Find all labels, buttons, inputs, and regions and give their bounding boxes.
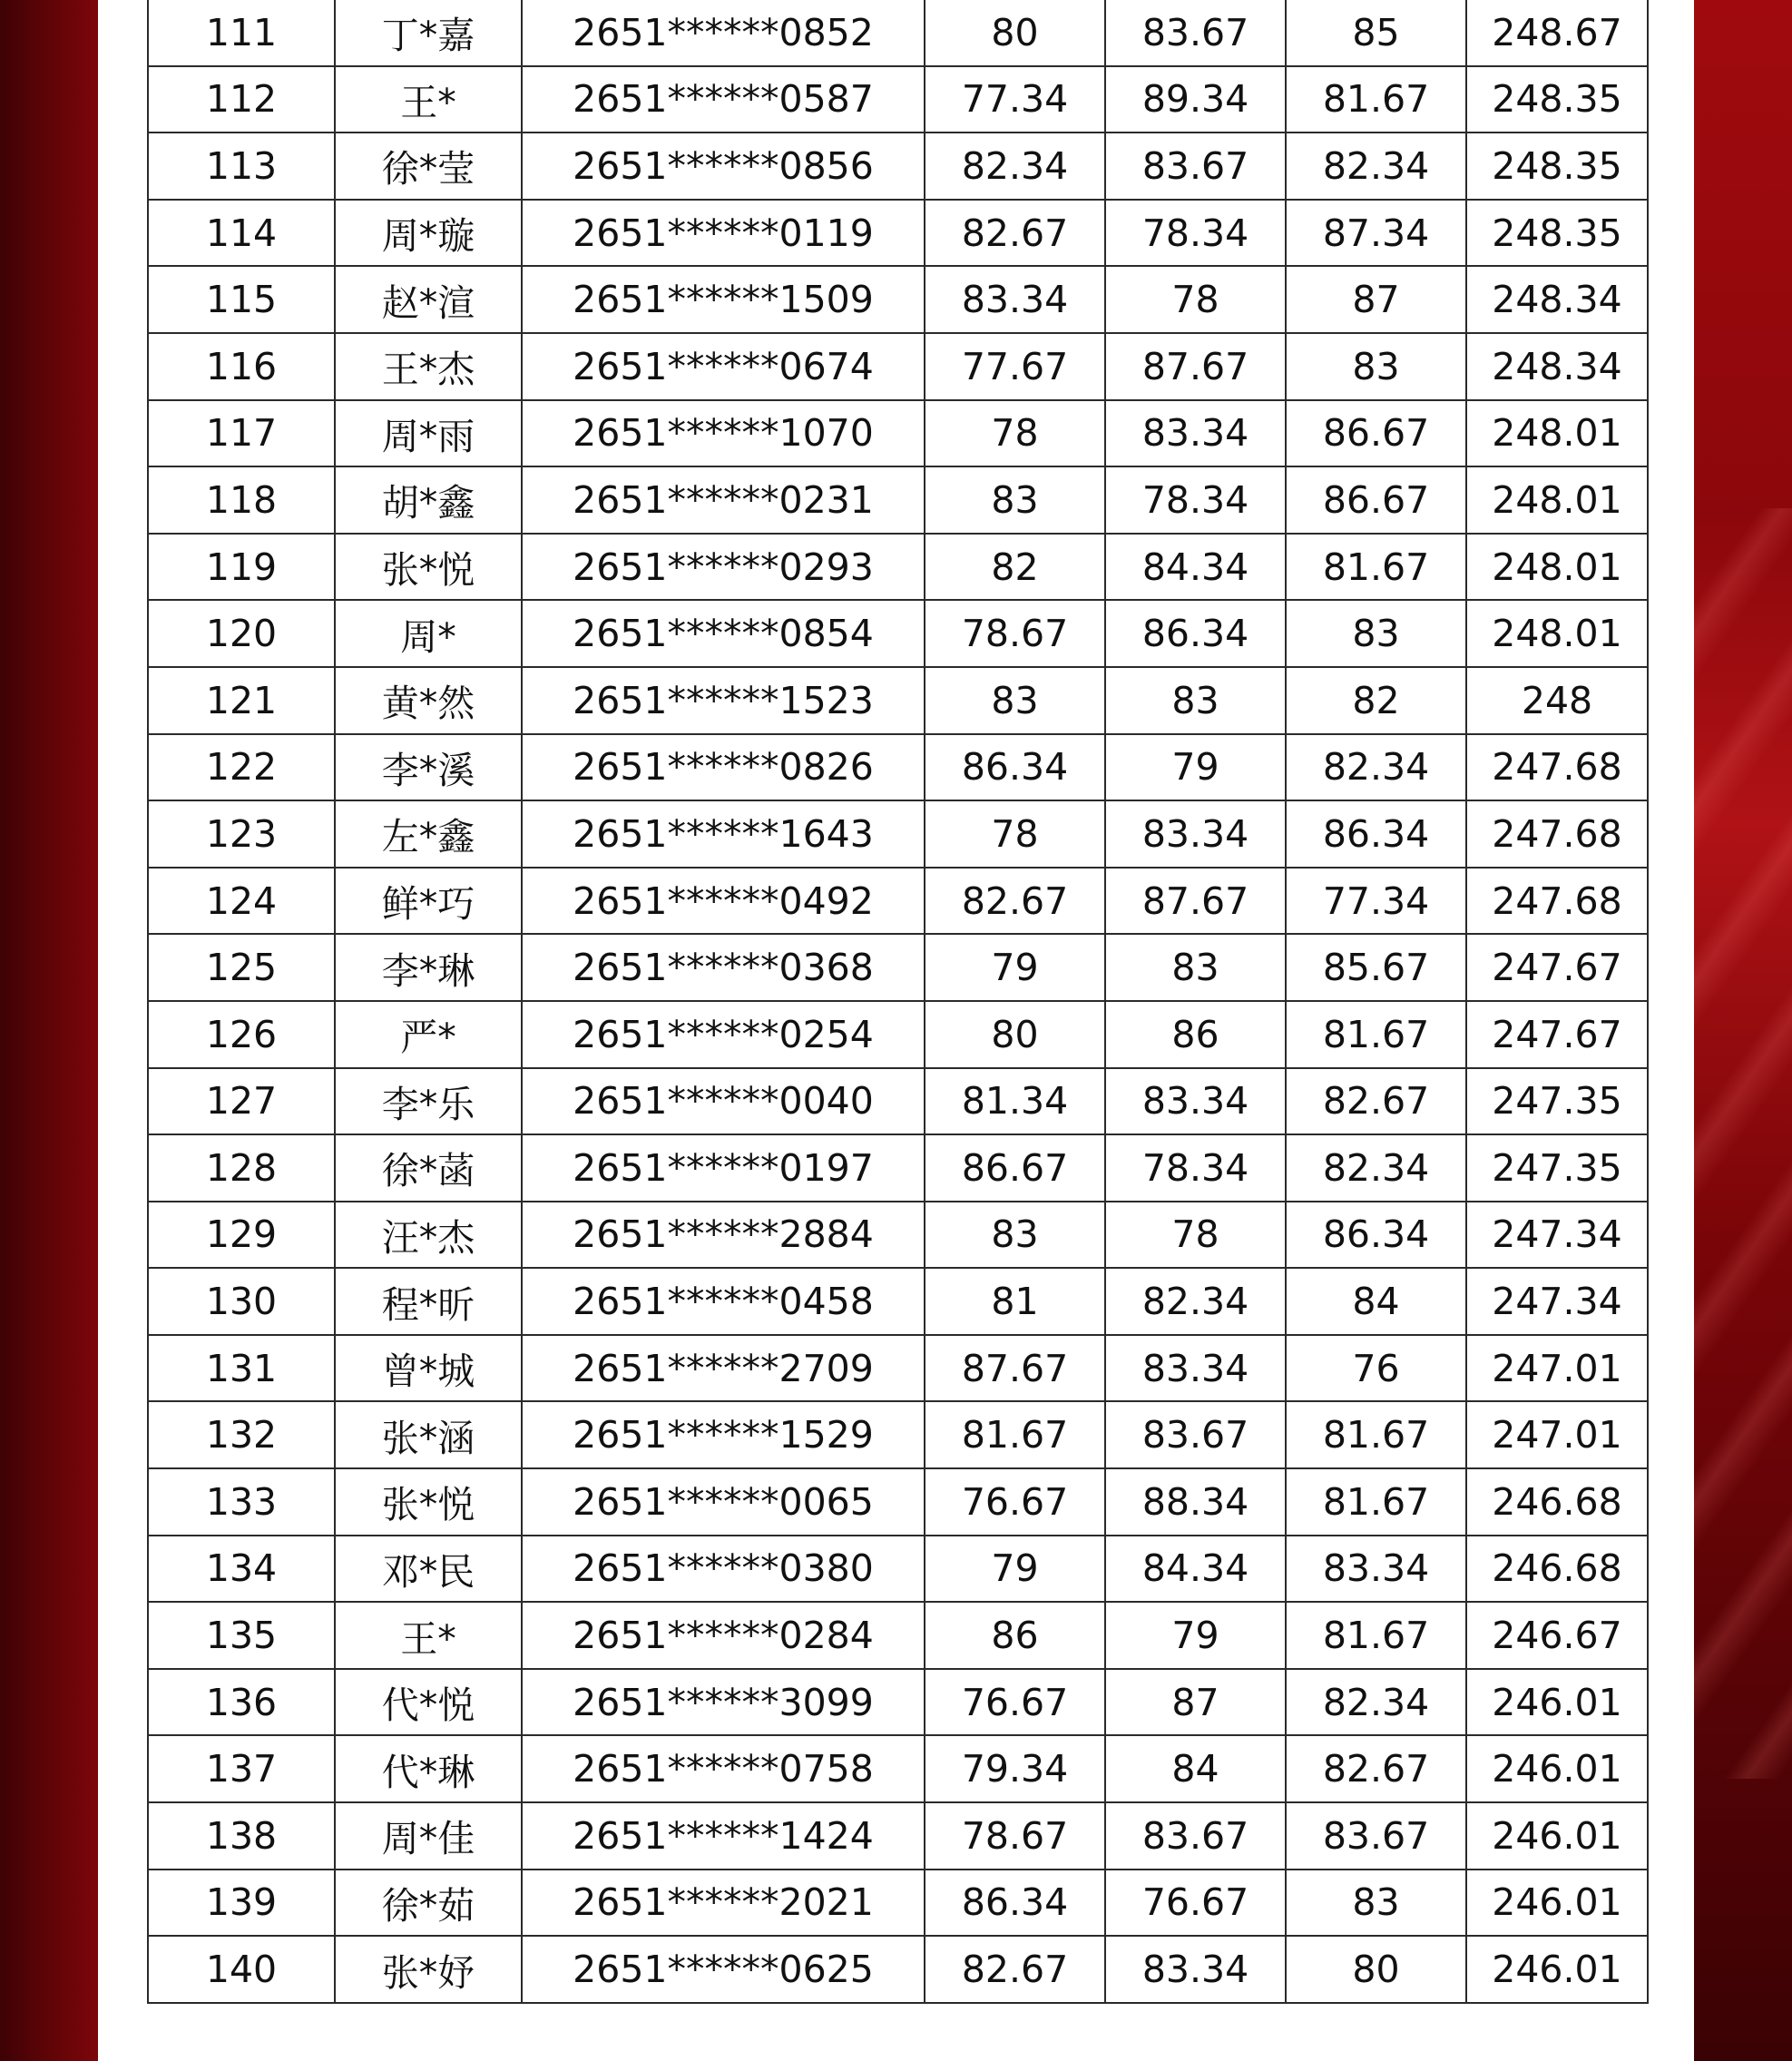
row-number-cell: 111 xyxy=(148,0,335,66)
score-1-cell: 82.67 xyxy=(925,200,1105,267)
score-1-cell: 82.67 xyxy=(925,1936,1105,2003)
score-2-cell: 79 xyxy=(1105,1602,1286,1669)
score-1-cell: 81 xyxy=(925,1268,1105,1335)
score-1-cell: 86.34 xyxy=(925,1870,1105,1937)
candidate-id-cell: 2651******0197 xyxy=(522,1134,925,1202)
score-3-cell: 77.34 xyxy=(1286,868,1466,935)
total-score-cell: 247.68 xyxy=(1466,800,1648,868)
score-table xyxy=(147,0,1649,2004)
table-row xyxy=(148,1802,1648,1870)
candidate-name-cell: 胡*鑫 xyxy=(335,466,522,534)
score-3-cell: 76 xyxy=(1286,1335,1466,1402)
total-score-cell: 246.68 xyxy=(1466,1468,1648,1536)
score-2-cell: 83.67 xyxy=(1105,1401,1286,1468)
total-score-cell: 248.01 xyxy=(1466,400,1648,467)
row-number-cell: 132 xyxy=(148,1401,335,1468)
score-3-cell: 87.34 xyxy=(1286,200,1466,267)
total-score-cell: 248.67 xyxy=(1466,0,1648,66)
row-number-cell: 140 xyxy=(148,1936,335,2003)
score-1-cell: 77.34 xyxy=(925,66,1105,133)
table-row xyxy=(148,1936,1648,2003)
score-2-cell: 84.34 xyxy=(1105,534,1286,601)
candidate-id-cell: 2651******0492 xyxy=(522,868,925,935)
row-number-cell: 127 xyxy=(148,1068,335,1135)
table-row xyxy=(148,1134,1648,1202)
table-row xyxy=(148,1870,1648,1937)
table-row xyxy=(148,333,1648,400)
table-row xyxy=(148,734,1648,801)
score-2-cell: 84.34 xyxy=(1105,1536,1286,1603)
candidate-name-cell: 李*乐 xyxy=(335,1068,522,1135)
table-row xyxy=(148,400,1648,467)
score-2-cell: 83.34 xyxy=(1105,1936,1286,2003)
score-1-cell: 82 xyxy=(925,534,1105,601)
row-number-cell: 114 xyxy=(148,200,335,267)
score-3-cell: 82 xyxy=(1286,667,1466,734)
table-row xyxy=(148,1001,1648,1068)
total-score-cell: 246.01 xyxy=(1466,1735,1648,1802)
score-2-cell: 83.67 xyxy=(1105,1802,1286,1870)
row-number-cell: 113 xyxy=(148,132,335,200)
total-score-cell: 248.01 xyxy=(1466,600,1648,667)
row-number-cell: 119 xyxy=(148,534,335,601)
total-score-cell: 246.01 xyxy=(1466,1669,1648,1736)
score-1-cell: 86.67 xyxy=(925,1134,1105,1202)
candidate-name-cell: 张*妤 xyxy=(335,1936,522,2003)
candidate-name-cell: 左*鑫 xyxy=(335,800,522,868)
row-number-cell: 122 xyxy=(148,734,335,801)
row-number-cell: 120 xyxy=(148,600,335,667)
score-1-cell: 83 xyxy=(925,667,1105,734)
score-1-cell: 82.34 xyxy=(925,132,1105,200)
score-1-cell: 76.67 xyxy=(925,1669,1105,1736)
score-2-cell: 83 xyxy=(1105,667,1286,734)
candidate-name-cell: 周*璇 xyxy=(335,200,522,267)
score-3-cell: 84 xyxy=(1286,1268,1466,1335)
row-number-cell: 115 xyxy=(148,266,335,333)
score-2-cell: 87.67 xyxy=(1105,333,1286,400)
right-red-border xyxy=(1694,0,1792,2061)
candidate-name-cell: 李*溪 xyxy=(335,734,522,801)
candidate-id-cell: 2651******0826 xyxy=(522,734,925,801)
score-2-cell: 82.34 xyxy=(1105,1268,1286,1335)
row-number-cell: 133 xyxy=(148,1468,335,1536)
score-3-cell: 82.34 xyxy=(1286,132,1466,200)
candidate-name-cell: 严* xyxy=(335,1001,522,1068)
score-3-cell: 82.67 xyxy=(1286,1068,1466,1135)
table-row xyxy=(148,534,1648,601)
score-3-cell: 81.67 xyxy=(1286,1401,1466,1468)
candidate-name-cell: 邓*民 xyxy=(335,1536,522,1603)
candidate-id-cell: 2651******1424 xyxy=(522,1802,925,1870)
score-2-cell: 88.34 xyxy=(1105,1468,1286,1536)
score-2-cell: 87 xyxy=(1105,1669,1286,1736)
score-2-cell: 78.34 xyxy=(1105,466,1286,534)
candidate-id-cell: 2651******3099 xyxy=(522,1669,925,1736)
score-3-cell: 86.34 xyxy=(1286,1202,1466,1269)
score-1-cell: 77.67 xyxy=(925,333,1105,400)
score-2-cell: 89.34 xyxy=(1105,66,1286,133)
total-score-cell: 247.34 xyxy=(1466,1202,1648,1269)
score-3-cell: 83.67 xyxy=(1286,1802,1466,1870)
row-number-cell: 136 xyxy=(148,1669,335,1736)
total-score-cell: 247.35 xyxy=(1466,1068,1648,1135)
total-score-cell: 247.68 xyxy=(1466,868,1648,935)
score-2-cell: 83.34 xyxy=(1105,1068,1286,1135)
table-row xyxy=(148,1268,1648,1335)
candidate-name-cell: 周*佳 xyxy=(335,1802,522,1870)
row-number-cell: 139 xyxy=(148,1870,335,1937)
score-2-cell: 83.34 xyxy=(1105,1335,1286,1402)
candidate-name-cell: 鲜*巧 xyxy=(335,868,522,935)
table-row xyxy=(148,1735,1648,1802)
row-number-cell: 116 xyxy=(148,333,335,400)
candidate-name-cell: 徐*菡 xyxy=(335,1134,522,1202)
score-1-cell: 79 xyxy=(925,934,1105,1001)
total-score-cell: 246.01 xyxy=(1466,1936,1648,2003)
candidate-name-cell: 曾*城 xyxy=(335,1335,522,1402)
score-3-cell: 82.34 xyxy=(1286,734,1466,801)
table-row xyxy=(148,868,1648,935)
score-3-cell: 85 xyxy=(1286,0,1466,66)
score-1-cell: 78.67 xyxy=(925,1802,1105,1870)
score-3-cell: 86.34 xyxy=(1286,800,1466,868)
table-row xyxy=(148,66,1648,133)
table-row xyxy=(148,266,1648,333)
score-1-cell: 87.67 xyxy=(925,1335,1105,1402)
row-number-cell: 125 xyxy=(148,934,335,1001)
table-row xyxy=(148,1068,1648,1135)
table-row xyxy=(148,800,1648,868)
total-score-cell: 246.67 xyxy=(1466,1602,1648,1669)
candidate-id-cell: 2651******0856 xyxy=(522,132,925,200)
score-1-cell: 86 xyxy=(925,1602,1105,1669)
row-number-cell: 131 xyxy=(148,1335,335,1402)
candidate-id-cell: 2651******0231 xyxy=(522,466,925,534)
score-2-cell: 86 xyxy=(1105,1001,1286,1068)
candidate-name-cell: 张*涵 xyxy=(335,1401,522,1468)
candidate-name-cell: 徐*茹 xyxy=(335,1870,522,1937)
total-score-cell: 247.67 xyxy=(1466,1001,1648,1068)
score-3-cell: 82.34 xyxy=(1286,1669,1466,1736)
total-score-cell: 248.35 xyxy=(1466,200,1648,267)
score-3-cell: 81.67 xyxy=(1286,66,1466,133)
total-score-cell: 248.34 xyxy=(1466,333,1648,400)
score-3-cell: 82.67 xyxy=(1286,1735,1466,1802)
score-2-cell: 78.34 xyxy=(1105,200,1286,267)
row-number-cell: 130 xyxy=(148,1268,335,1335)
candidate-id-cell: 2651******0625 xyxy=(522,1936,925,2003)
score-2-cell: 83 xyxy=(1105,934,1286,1001)
table-row xyxy=(148,1468,1648,1536)
total-score-cell: 248.35 xyxy=(1466,132,1648,200)
score-3-cell: 83.34 xyxy=(1286,1536,1466,1603)
score-2-cell: 83.67 xyxy=(1105,0,1286,66)
candidate-id-cell: 2651******0065 xyxy=(522,1468,925,1536)
total-score-cell: 248.01 xyxy=(1466,466,1648,534)
candidate-id-cell: 2651******0758 xyxy=(522,1735,925,1802)
score-2-cell: 79 xyxy=(1105,734,1286,801)
score-3-cell: 83 xyxy=(1286,1870,1466,1937)
score-3-cell: 82.34 xyxy=(1286,1134,1466,1202)
table-row xyxy=(148,1335,1648,1402)
score-1-cell: 78 xyxy=(925,400,1105,467)
row-number-cell: 112 xyxy=(148,66,335,133)
score-1-cell: 80 xyxy=(925,0,1105,66)
table-row xyxy=(148,934,1648,1001)
left-red-border xyxy=(0,0,98,2061)
candidate-name-cell: 徐*莹 xyxy=(335,132,522,200)
candidate-id-cell: 2651******0368 xyxy=(522,934,925,1001)
silk-sheen-decoration xyxy=(1694,508,1792,1779)
candidate-id-cell: 2651******0293 xyxy=(522,534,925,601)
score-2-cell: 83.34 xyxy=(1105,800,1286,868)
table-row xyxy=(148,132,1648,200)
candidate-id-cell: 2651******0119 xyxy=(522,200,925,267)
score-2-cell: 83.34 xyxy=(1105,400,1286,467)
score-1-cell: 81.67 xyxy=(925,1401,1105,1468)
score-1-cell: 83 xyxy=(925,1202,1105,1269)
candidate-name-cell: 周*雨 xyxy=(335,400,522,467)
row-number-cell: 123 xyxy=(148,800,335,868)
candidate-name-cell: 程*昕 xyxy=(335,1268,522,1335)
candidate-id-cell: 2651******0380 xyxy=(522,1536,925,1603)
candidate-id-cell: 2651******1509 xyxy=(522,266,925,333)
table-row xyxy=(148,1401,1648,1468)
candidate-name-cell: 周* xyxy=(335,600,522,667)
row-number-cell: 129 xyxy=(148,1202,335,1269)
table-row xyxy=(148,1602,1648,1669)
total-score-cell: 248.01 xyxy=(1466,534,1648,601)
score-2-cell: 86.34 xyxy=(1105,600,1286,667)
total-score-cell: 247.35 xyxy=(1466,1134,1648,1202)
score-1-cell: 79 xyxy=(925,1536,1105,1603)
total-score-cell: 248.34 xyxy=(1466,266,1648,333)
score-2-cell: 87.67 xyxy=(1105,868,1286,935)
total-score-cell: 246.68 xyxy=(1466,1536,1648,1603)
candidate-name-cell: 王*杰 xyxy=(335,333,522,400)
score-sheet xyxy=(98,0,1694,2061)
candidate-id-cell: 2651******0674 xyxy=(522,333,925,400)
row-number-cell: 117 xyxy=(148,400,335,467)
score-3-cell: 83 xyxy=(1286,600,1466,667)
row-number-cell: 135 xyxy=(148,1602,335,1669)
total-score-cell: 248.35 xyxy=(1466,66,1648,133)
score-1-cell: 79.34 xyxy=(925,1735,1105,1802)
candidate-id-cell: 2651******2884 xyxy=(522,1202,925,1269)
table-row xyxy=(148,0,1648,66)
table-row xyxy=(148,1536,1648,1603)
score-3-cell: 81.67 xyxy=(1286,534,1466,601)
row-number-cell: 134 xyxy=(148,1536,335,1603)
total-score-cell: 247.01 xyxy=(1466,1401,1648,1468)
row-number-cell: 138 xyxy=(148,1802,335,1870)
candidate-name-cell: 张*悦 xyxy=(335,1468,522,1536)
table-row xyxy=(148,1202,1648,1269)
candidate-id-cell: 2651******1643 xyxy=(522,800,925,868)
candidate-id-cell: 2651******0254 xyxy=(522,1001,925,1068)
score-1-cell: 76.67 xyxy=(925,1468,1105,1536)
score-3-cell: 81.67 xyxy=(1286,1468,1466,1536)
table-row xyxy=(148,466,1648,534)
candidate-id-cell: 2651******0854 xyxy=(522,600,925,667)
score-2-cell: 78.34 xyxy=(1105,1134,1286,1202)
score-3-cell: 81.67 xyxy=(1286,1001,1466,1068)
total-score-cell: 246.01 xyxy=(1466,1802,1648,1870)
table-row xyxy=(148,200,1648,267)
total-score-cell: 247.01 xyxy=(1466,1335,1648,1402)
candidate-id-cell: 2651******1070 xyxy=(522,400,925,467)
candidate-name-cell: 黄*然 xyxy=(335,667,522,734)
score-3-cell: 81.67 xyxy=(1286,1602,1466,1669)
candidate-name-cell: 李*琳 xyxy=(335,934,522,1001)
score-3-cell: 86.67 xyxy=(1286,400,1466,467)
score-1-cell: 81.34 xyxy=(925,1068,1105,1135)
candidate-id-cell: 2651******0587 xyxy=(522,66,925,133)
score-1-cell: 78 xyxy=(925,800,1105,868)
score-1-cell: 86.34 xyxy=(925,734,1105,801)
score-1-cell: 82.67 xyxy=(925,868,1105,935)
candidate-name-cell: 汪*杰 xyxy=(335,1202,522,1269)
score-table-body xyxy=(148,0,1648,2003)
total-score-cell: 247.67 xyxy=(1466,934,1648,1001)
candidate-name-cell: 王* xyxy=(335,1602,522,1669)
row-number-cell: 124 xyxy=(148,868,335,935)
candidate-id-cell: 2651******0852 xyxy=(522,0,925,66)
candidate-id-cell: 2651******2709 xyxy=(522,1335,925,1402)
score-1-cell: 78.67 xyxy=(925,600,1105,667)
score-2-cell: 78 xyxy=(1105,1202,1286,1269)
row-number-cell: 137 xyxy=(148,1735,335,1802)
score-3-cell: 87 xyxy=(1286,266,1466,333)
candidate-name-cell: 代*琳 xyxy=(335,1735,522,1802)
candidate-name-cell: 王* xyxy=(335,66,522,133)
score-1-cell: 80 xyxy=(925,1001,1105,1068)
score-2-cell: 84 xyxy=(1105,1735,1286,1802)
candidate-name-cell: 赵*渲 xyxy=(335,266,522,333)
total-score-cell: 247.34 xyxy=(1466,1268,1648,1335)
score-3-cell: 86.67 xyxy=(1286,466,1466,534)
table-row xyxy=(148,1669,1648,1736)
score-2-cell: 78 xyxy=(1105,266,1286,333)
score-2-cell: 83.67 xyxy=(1105,132,1286,200)
candidate-id-cell: 2651******0040 xyxy=(522,1068,925,1135)
total-score-cell: 248 xyxy=(1466,667,1648,734)
table-row xyxy=(148,667,1648,734)
candidate-name-cell: 张*悦 xyxy=(335,534,522,601)
candidate-id-cell: 2651******2021 xyxy=(522,1870,925,1937)
total-score-cell: 246.01 xyxy=(1466,1870,1648,1937)
row-number-cell: 118 xyxy=(148,466,335,534)
total-score-cell: 247.68 xyxy=(1466,734,1648,801)
table-row xyxy=(148,600,1648,667)
score-3-cell: 83 xyxy=(1286,333,1466,400)
candidate-name-cell: 代*悦 xyxy=(335,1669,522,1736)
score-1-cell: 83.34 xyxy=(925,266,1105,333)
candidate-name-cell: 丁*嘉 xyxy=(335,0,522,66)
score-3-cell: 80 xyxy=(1286,1936,1466,2003)
candidate-id-cell: 2651******0458 xyxy=(522,1268,925,1335)
candidate-id-cell: 2651******1529 xyxy=(522,1401,925,1468)
row-number-cell: 128 xyxy=(148,1134,335,1202)
candidate-id-cell: 2651******1523 xyxy=(522,667,925,734)
score-2-cell: 76.67 xyxy=(1105,1870,1286,1937)
row-number-cell: 121 xyxy=(148,667,335,734)
row-number-cell: 126 xyxy=(148,1001,335,1068)
candidate-id-cell: 2651******0284 xyxy=(522,1602,925,1669)
score-3-cell: 85.67 xyxy=(1286,934,1466,1001)
score-1-cell: 83 xyxy=(925,466,1105,534)
